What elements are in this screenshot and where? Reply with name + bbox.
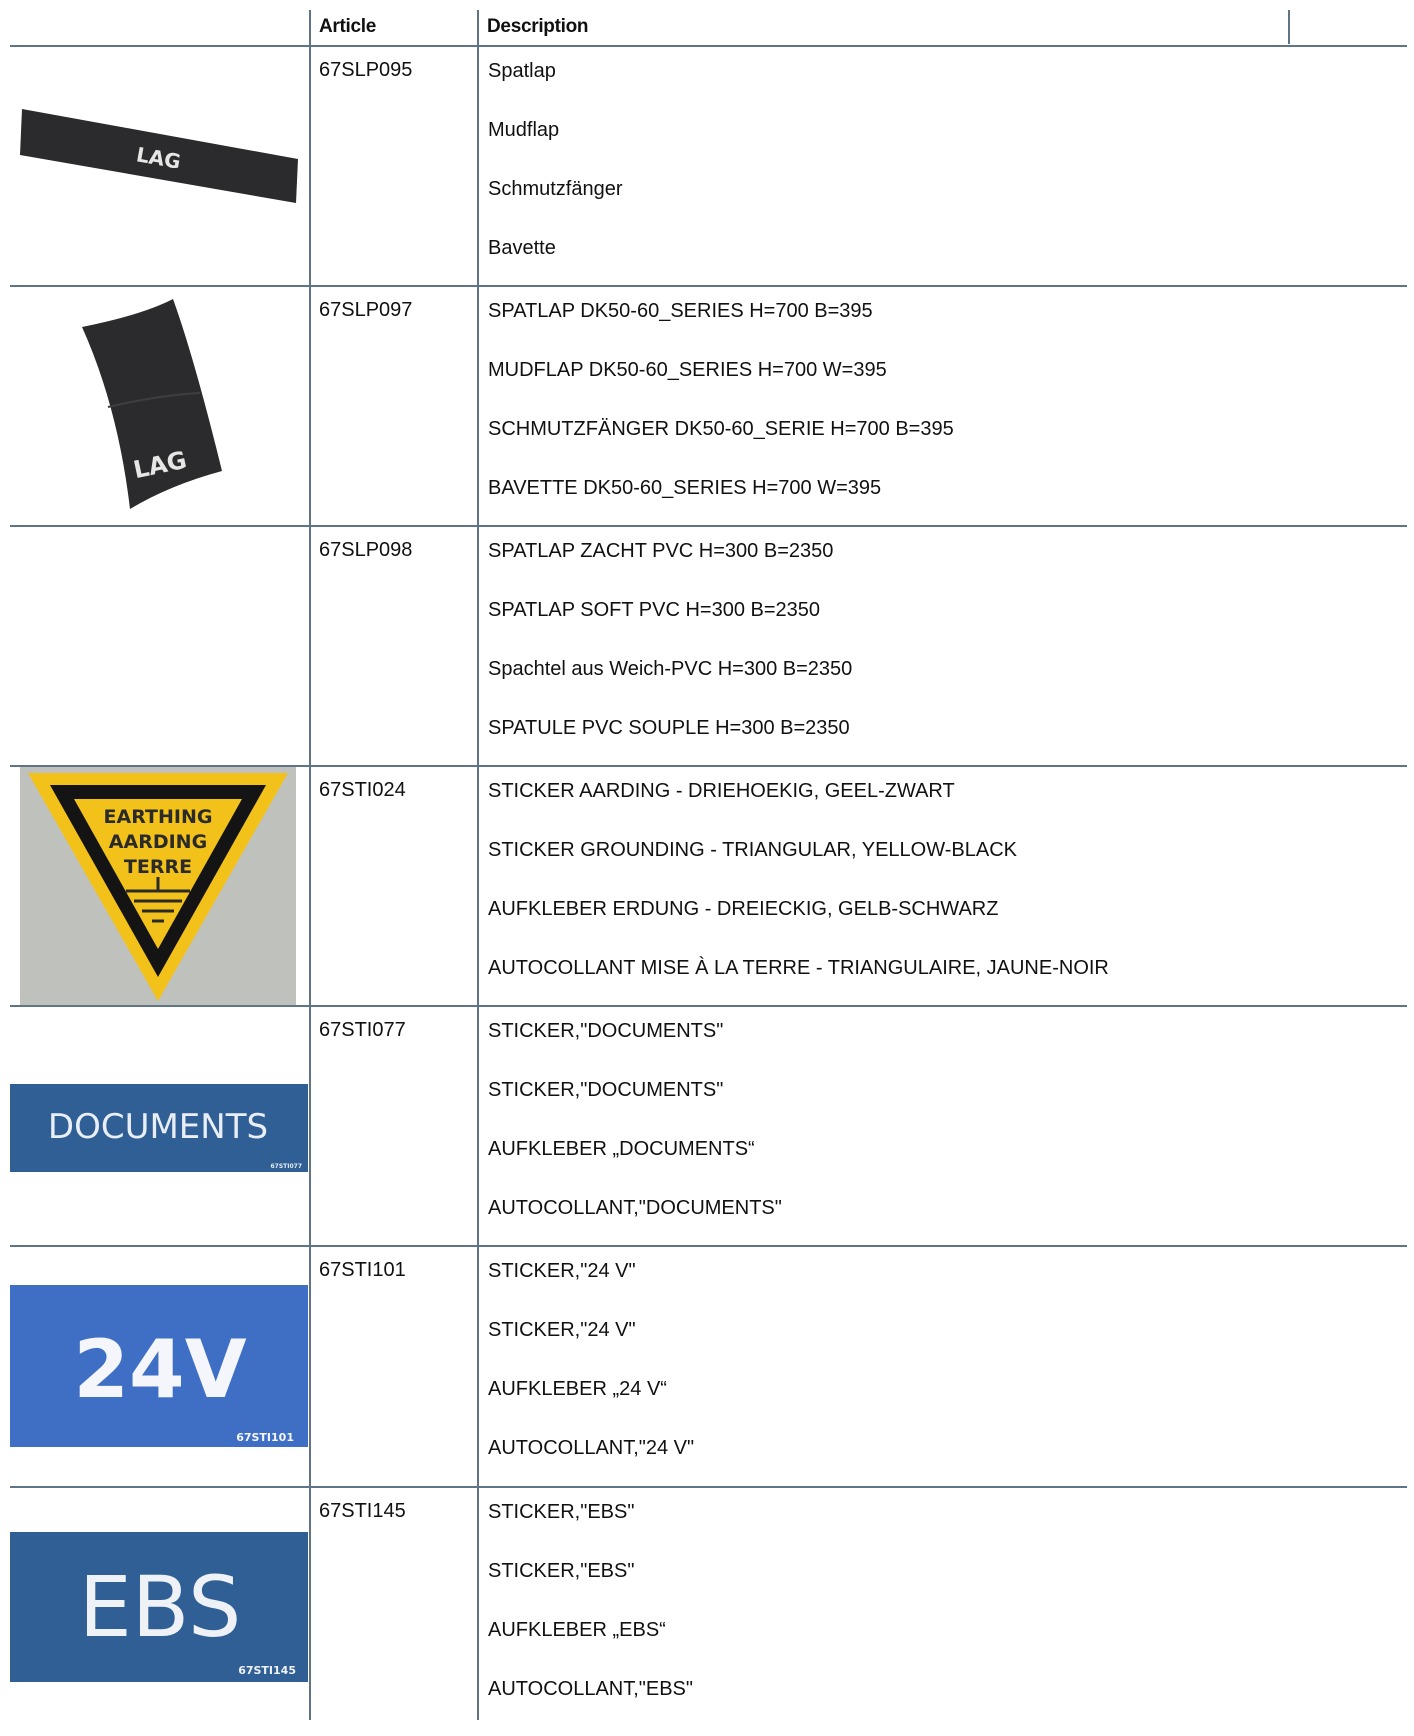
description-line: MUDFLAP DK50-60_SERIES H=700 W=395: [488, 359, 887, 381]
table-row: [0, 1247, 1414, 1487]
description-lines: [488, 59, 623, 295]
table-row: [0, 47, 1414, 287]
article-number: 67SLP095: [319, 59, 413, 81]
sticker-text: DOCUMENTS: [47, 1107, 269, 1147]
description-line: SPATLAP SOFT PVC H=300 B=2350: [488, 599, 821, 621]
description-lines: [488, 539, 852, 775]
description-lines: [488, 779, 1109, 1015]
header-article: Article: [319, 16, 377, 37]
description-line: Spachtel aus Weich-PVC H=300 B=2350: [488, 658, 853, 680]
description-line: AUFKLEBER „24 V“: [488, 1378, 667, 1400]
description-line: AUFKLEBER „DOCUMENTS“: [488, 1138, 755, 1160]
sticker-text: EBS: [78, 1558, 242, 1656]
description-line: STICKER,"DOCUMENTS": [488, 1020, 724, 1042]
description-line: AUFKLEBER „EBS“: [488, 1619, 666, 1641]
description-line: STICKER,"EBS": [488, 1501, 635, 1523]
description-line: SPATULE PVC SOUPLE H=300 B=2350: [488, 717, 850, 739]
description-line: Bavette: [488, 237, 556, 259]
header-description: Description: [487, 16, 589, 37]
table-row: [0, 767, 1414, 1007]
sticker-code: 67STI101: [236, 1431, 294, 1444]
description-line: SCHMUTZFÄNGER DK50-60_SERIE H=700 B=395: [488, 418, 954, 440]
column-divider: [1288, 10, 1290, 44]
table-row: [0, 527, 1414, 767]
description-lines: [488, 1500, 693, 1736]
mudflap-curved-image: [10, 297, 300, 517]
sticker-code: 67STI077: [270, 1163, 302, 1170]
description-line: Spatlap: [488, 60, 556, 82]
article-number: 67STI024: [319, 779, 406, 801]
description-line: BAVETTE DK50-60_SERIES H=700 W=395: [488, 477, 882, 499]
mudflap-logo-text: LAG: [130, 445, 190, 485]
description-lines: [488, 1019, 782, 1255]
description-line: STICKER,"EBS": [488, 1560, 635, 1582]
description-line: Schmutzfänger: [488, 178, 623, 200]
description-line: STICKER AARDING - DRIEHOEKIG, GEEL-ZWART: [488, 780, 955, 802]
description-line: STICKER,"DOCUMENTS": [488, 1079, 724, 1101]
description-line: Mudflap: [488, 119, 560, 141]
description-line: AUFKLEBER ERDUNG - DREIECKIG, GELB-SCHWARZ: [488, 898, 999, 920]
description-line: STICKER GROUNDING - TRIANGULAR, YELLOW-BLACK: [488, 839, 1017, 861]
description-lines: [488, 299, 954, 535]
earthing-label: EARTHING: [103, 806, 213, 828]
article-number: 67STI077: [319, 1019, 406, 1041]
description-line: STICKER,"24 V": [488, 1260, 636, 1282]
table-row: [0, 287, 1414, 527]
earthing-label: AARDING: [108, 831, 208, 853]
article-number: 67SLP098: [319, 539, 413, 561]
ebs-sticker-image: [10, 1532, 308, 1682]
description-lines: [488, 1259, 694, 1495]
sticker-code: 67STI145: [238, 1664, 296, 1677]
24v-sticker-image: [10, 1285, 308, 1447]
description-line: STICKER,"24 V": [488, 1319, 636, 1341]
sticker-text: 24V: [73, 1323, 247, 1416]
article-number: 67STI101: [319, 1259, 406, 1281]
description-line: SPATLAP ZACHT PVC H=300 B=2350: [488, 540, 834, 562]
earthing-sticker-image: [20, 767, 296, 1005]
article-number: 67STI145: [319, 1500, 406, 1522]
description-line: AUTOCOLLANT MISE À LA TERRE - TRIANGULAIRE, JAUNE-NOIR: [488, 957, 1109, 979]
mudflap-strip-image: [10, 107, 300, 207]
table-row: [0, 1488, 1414, 1728]
article-number: 67SLP097: [319, 299, 413, 321]
mudflap-logo-text: LAG: [134, 142, 183, 174]
description-line: AUTOCOLLANT,"24 V": [488, 1437, 695, 1459]
description-line: AUTOCOLLANT,"DOCUMENTS": [488, 1197, 782, 1219]
description-line: AUTOCOLLANT,"EBS": [488, 1678, 693, 1700]
description-line: SPATLAP DK50-60_SERIES H=700 B=395: [488, 300, 873, 322]
earthing-label: TERRE: [123, 856, 193, 878]
documents-sticker-image: [10, 1084, 308, 1172]
table-row: [0, 1007, 1414, 1247]
